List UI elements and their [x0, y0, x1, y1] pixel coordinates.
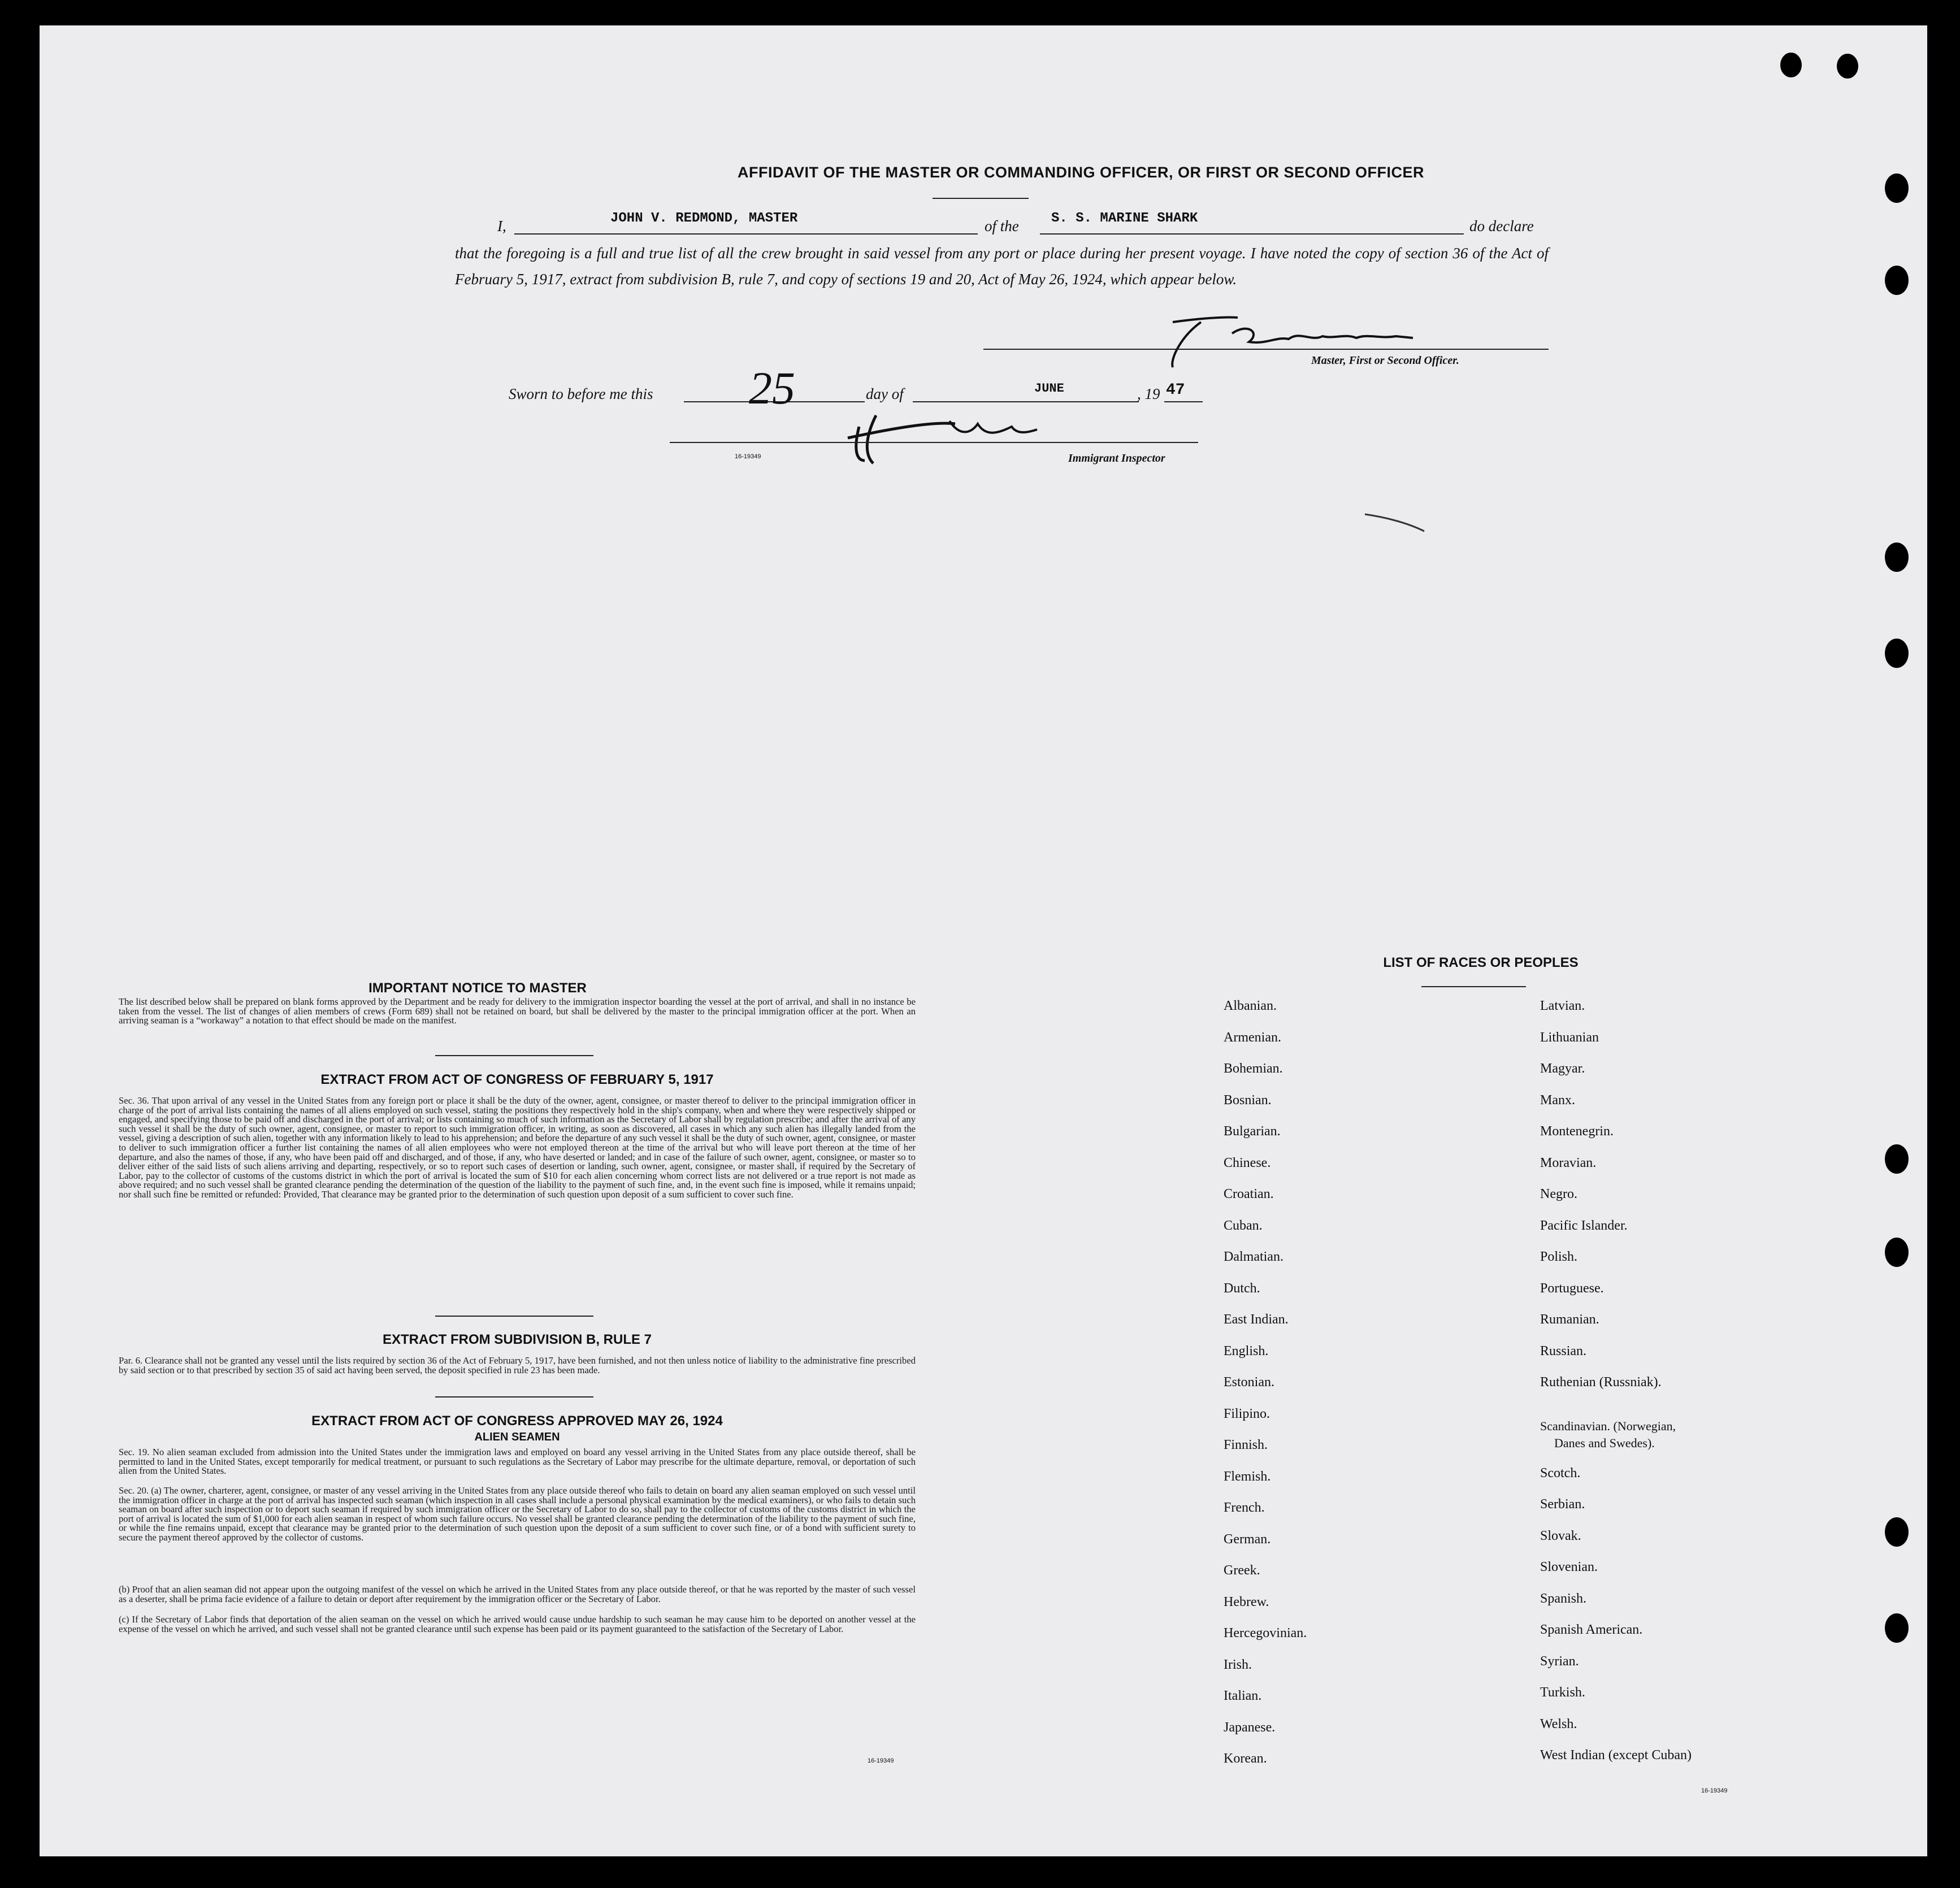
extract3-subtitle: ALIEN SEAMEN — [474, 1431, 560, 1443]
race-item: Turkish. — [1540, 1685, 1585, 1700]
race-item: French. — [1224, 1500, 1265, 1515]
year-line — [1164, 401, 1203, 402]
inspector-signature-line — [670, 442, 1198, 443]
race-item: Pacific Islander. — [1540, 1218, 1628, 1233]
race-item: Polish. — [1540, 1249, 1578, 1264]
race-item: Armenian. — [1224, 1030, 1281, 1045]
race-item: Finnish. — [1224, 1438, 1268, 1452]
punch-hole — [1885, 1144, 1909, 1174]
notice-body: The list described below shall be prepared on blank forms approved by the Department and be ready for delivery to the immigration inspector boarding the vessel at the port of arrival, and shall in no instance be taken from the vessel. The list of changes of alien members of crews (Form 689) shall not be retained on board, but shall be delivered by the master to the principal immigration officer at the port. When an arriving seaman is a “workaway” a notation to that effect should be made on the manifest. — [119, 996, 916, 1026]
race-item: Korean. — [1224, 1751, 1267, 1766]
race-item: Dutch. — [1224, 1281, 1260, 1296]
race-item: Bulgarian. — [1224, 1124, 1281, 1139]
divider — [435, 1055, 593, 1056]
extract1-body: Sec. 36. That upon arrival of any vessel in the United States from any foreign port or place it shall be the duty of the owner, agent, consignee, or master thereof to deliver to the principal immigration officer in charge of the port of arrival lists containing the names of all aliens employed on such vessel, stating the positions they respectively hold in the ship's company, when and where they were respectively shipped or engaged, and specifying those to be paid off and discharged in the port of arrival; or lists containing so much of such information as the Secretary of Labor shall by regulation prescribe; and after the arrival of any such vessel it shall be the duty of such owner, agent, consignee, or master to report to such immigration officer, in writing, as soon as discovered, all cases in which any such alien has illegally landed from the vessel, giving a description of such alien, together with any information likely to lead to his apprehension; and before the departure of any such vessel it shall be the duty of such owner, agent, consignee, or master to deliver to such immigration officer a further list containing the names of all alien employees who were not employed thereon at the time of the arrival but who will leave port thereon at the time of her departure, and also the names of those, if any, who have been paid off and discharged, and of those, if any, who have deserted or landed; and in case of the failure of such owner, agent, consignee, or master so to deliver either of the said lists of such aliens arriving and departing, respectively, or so to report such cases of desertion or landing, such owner, agent, consignee, or master shall, if required by the Secretary of Labor, pay to the collector of customs of the customs district in which the port of arrival is located the sum of $10 for each alien concerning whom correct lists are not delivered or a true report is not made as above required; and no such vessel shall be granted clearance pending the determination of the question of the liability to the payment of such fine, and, in the event such fine is imposed, while it remains unpaid; nor shall such fine be remitted or refunded: Provided, That clearance may be granted prior to the determination of such question upon deposit of a sum sufficient to cover such fine. — [119, 1095, 916, 1200]
races-form-number: 16-19349 — [1701, 1787, 1728, 1794]
affidavit-body: that the foregoing is a full and true list of all the crew brought in said vessel from any port or place during her present voyage. I have noted the copy of section 36 of the Act of February 5, 1917, extract from subdivision B, rule 7, and copy of sections 19 and 20, Act of May 26, 1924, which appear below. — [455, 245, 1549, 288]
race-item: Syrian. — [1540, 1653, 1579, 1669]
form-page — [40, 25, 1927, 1856]
race-item: Lithuanian — [1540, 1030, 1599, 1045]
race-item: Scotch. — [1540, 1465, 1581, 1481]
punch-hole — [1885, 266, 1909, 295]
race-item: Spanish American. — [1540, 1622, 1643, 1638]
race-item: Ruthenian (Russniak). — [1540, 1375, 1662, 1390]
vessel-name: S. S. MARINE SHARK — [1051, 211, 1198, 226]
race-item: Flemish. — [1224, 1469, 1271, 1484]
divider — [435, 1316, 593, 1317]
year-prefix: , 19 — [1137, 385, 1160, 402]
race-item: Serbian. — [1540, 1497, 1585, 1512]
inspector-caption: Immigrant Inspector — [1068, 452, 1165, 465]
do-declare-label: do declare — [1469, 218, 1534, 235]
punch-hole-top-right — [1837, 54, 1858, 79]
extract2-body: Par. 6. Clearance shall not be granted any vessel until the lists required by section 36 of the Act of February 5, 1917, have been furnished, and not then unless notice of liability to the administrative fine prescribed by said section or to that prescribed by section 35 of said act having been served, the deposit specified in rule 23 has been made. — [119, 1355, 916, 1375]
race-item: Chinese. — [1224, 1155, 1271, 1170]
race-item: Welsh. — [1540, 1716, 1577, 1731]
race-item: East Indian. — [1224, 1312, 1289, 1327]
race-item: Bohemian. — [1224, 1061, 1283, 1076]
race-item: Irish. — [1224, 1657, 1252, 1672]
punch-hole — [1885, 1613, 1909, 1643]
master-signature-caption: Master, First or Second Officer. — [1311, 354, 1459, 367]
master-signature-line — [983, 349, 1549, 350]
race-item: Negro. — [1540, 1187, 1577, 1201]
sec20b-body: (b) Proof that an alien seaman did not appear upon the outgoing manifest of the vessel on which he arrived in the United States from any place outside thereof, or that he was reported by the master of such vessel as a deserter, shall be prima facie evidence of a failure to detain or deport after requirement by the immigration officer or the Secretary of Labor. — [119, 1584, 916, 1604]
race-item: Estonian. — [1224, 1375, 1274, 1390]
punch-hole-top-left — [1780, 53, 1802, 77]
race-item: Slovak. — [1540, 1528, 1581, 1543]
pen-mark — [1362, 511, 1430, 534]
day-of-label: day of — [866, 385, 904, 402]
race-item: Scandinavian. (Norwegian, — [1540, 1418, 1676, 1433]
extract1-title: EXTRACT FROM ACT OF CONGRESS OF FEBRUARY 5, 1917 — [320, 1072, 714, 1087]
race-item: German. — [1224, 1531, 1271, 1547]
sworn-prefix: Sworn to before me this — [509, 385, 653, 402]
race-item: Cuban. — [1224, 1218, 1263, 1233]
race-item: Manx. — [1540, 1092, 1575, 1108]
sworn-month: JUNE — [1034, 381, 1064, 396]
race-item: Dalmatian. — [1224, 1249, 1283, 1264]
master-name: JOHN V. REDMOND, MASTER — [610, 211, 798, 226]
race-item: Moravian. — [1540, 1155, 1597, 1170]
race-item: Portuguese. — [1540, 1281, 1604, 1296]
race-item: Spanish. — [1540, 1591, 1587, 1606]
race-item: Slovenian. — [1540, 1560, 1598, 1575]
race-item: Croatian. — [1224, 1187, 1274, 1201]
race-item: Italian. — [1224, 1689, 1262, 1703]
race-item: Latvian. — [1540, 999, 1585, 1013]
punch-hole — [1885, 1238, 1909, 1267]
race-item: Japanese. — [1224, 1720, 1276, 1735]
extract3-title: EXTRACT FROM ACT OF CONGRESS APPROVED MAY 26, 1924 — [311, 1413, 723, 1429]
sec20a-body: Sec. 20. (a) The owner, charterer, agent, consignee, or master of any vessel arriving in the United States from any place outside thereof who fails to detain on board any alien seaman employed on such vessel until the immigration officer in charge at the port of arrival has inspected such seaman (which inspection in all cases shall include a personal physical examination by the medical examiners), or who fails to detain such seaman on board after such inspection or to deport such seaman if required by such immigration officer or the Secretary of Labor to do so, shall pay to the collector of customs of the customs district in which the port of arrival is located the sum of $1,000 for each alien seaman in respect of whom such failure occurs. No vessel shall be granted clearance pending the determination of the liability to the payment of such fine, or while the fine remains unpaid, except that clearance may be granted prior to the determination of such question upon the deposit of a sum sufficient to cover such fine, or of a bond with sufficient surety to secure the payment thereof approved by the collector of customs. — [119, 1485, 916, 1543]
master-name-line — [514, 233, 978, 235]
i-label: I, — [497, 218, 506, 235]
race-item: Albanian. — [1224, 999, 1277, 1013]
notice-title: IMPORTANT NOTICE TO MASTER — [368, 980, 587, 996]
notice-form-number: 16-19349 — [868, 1757, 894, 1764]
divider — [435, 1396, 593, 1397]
title-underline — [933, 198, 1029, 199]
race-item: Magyar. — [1540, 1061, 1585, 1076]
inspector-signature — [842, 398, 1046, 466]
vessel-name-line — [1040, 233, 1464, 235]
races-title: LIST OF RACES OR PEOPLES — [1383, 955, 1579, 970]
extract2-title: EXTRACT FROM SUBDIVISION B, RULE 7 — [382, 1332, 652, 1347]
affidavit-form-number: 16-19349 — [735, 453, 761, 460]
punch-hole — [1885, 173, 1909, 203]
race-item: West Indian (except Cuban) — [1540, 1748, 1692, 1763]
of-the-label: of the — [985, 218, 1019, 235]
race-item: English. — [1224, 1343, 1269, 1359]
punch-hole — [1885, 1517, 1909, 1547]
races-title-underline — [1421, 986, 1526, 987]
race-item: Bosnian. — [1224, 1092, 1272, 1108]
sec19-body: Sec. 19. No alien seaman excluded from admission into the United States under the immigration laws and employed on board any vessel arriving in the United States from any place outside thereof, shall be permitted to land in the United States, except temporarily for medical treatment, or pursuant to such regulations as the Secretary of Labor may prescribe for the ultimate departure, removal, or deportation of such alien from the United States. — [119, 1447, 916, 1477]
race-item: Hercegovinian. — [1224, 1626, 1307, 1640]
race-item: Montenegrin. — [1540, 1124, 1614, 1139]
race-item: Danes and Swedes). — [1554, 1436, 1655, 1451]
race-item: Rumanian. — [1540, 1312, 1599, 1327]
year-suffix: 47 — [1166, 381, 1185, 399]
punch-hole — [1885, 639, 1909, 668]
sworn-day: 25 — [749, 362, 795, 414]
race-item: Russian. — [1540, 1343, 1587, 1359]
race-item: Filipino. — [1224, 1406, 1270, 1421]
sec20c-body: (c) If the Secretary of Labor finds that deportation of the alien seaman on the vessel on which he arrived would cause undue hardship to such seaman he may cause him to be deported on another vessel at the expense of the vessel on which he arrived, and such vessel shall not be granted clearance until such expense has been paid or its payment guaranteed to the satisfaction of the Secretary of Labor. — [119, 1614, 916, 1634]
race-item: Greek. — [1224, 1563, 1260, 1578]
affidavit-title: AFFIDAVIT OF THE MASTER OR COMMANDING OFFICER, OR FIRST OR SECOND OFFICER — [738, 164, 1424, 181]
race-item: Hebrew. — [1224, 1594, 1269, 1609]
punch-hole — [1885, 542, 1909, 572]
